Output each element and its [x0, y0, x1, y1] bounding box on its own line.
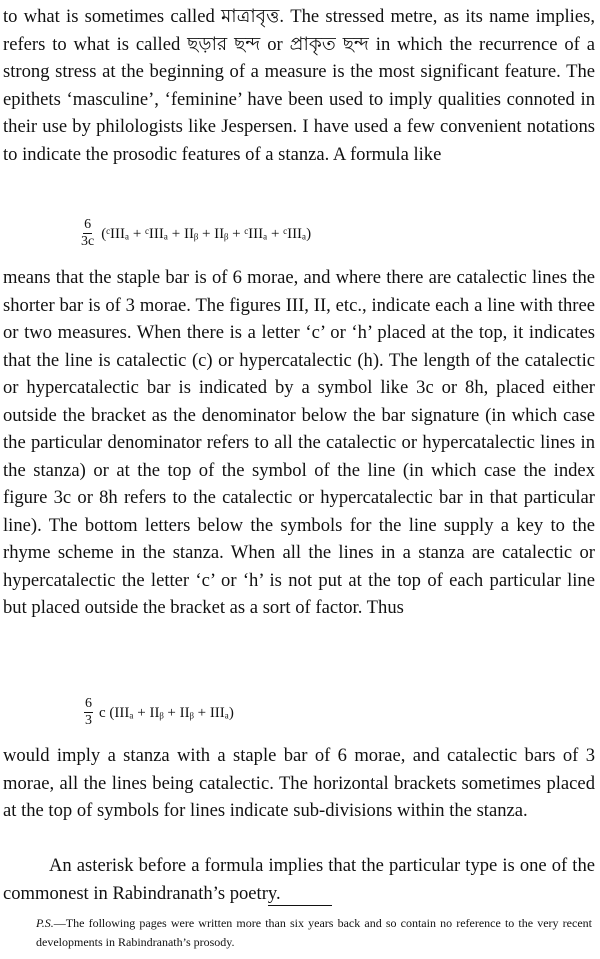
footnote-divider — [268, 905, 332, 906]
formula-fraction — [80, 217, 95, 250]
formula-fraction — [84, 696, 93, 729]
paragraph-notation-explanation: means that the staple bar is of 6 morae, and where there are catalectic lines the shorter bar is of 3 morae. The figures III, II, etc., indicate each a line with three or two measures. When there is a letter ‘c’ or ‘h’ placed at the top, it indicates that the line is catalectic (c) or hypercatalectic (h). The length of the catalectic or hypercatalectic bar is indicated by a symbol like 3c or 8h, placed either outside the bracket as the denominator below the bar signature (in which case the particular denominator refers to all the catalectic or hypercatalectic lines in the stanza) or at the top of the symbol of the line (in which case the index figure 3c or 8h refers to the catalectic or hypercatalectic bar in that particular line). The bottom letters below the symbols for the line supply a key to the rhyme scheme in the stanza. When all the lines in a stanza are catalectic or hypercatalectic the letter ‘c’ or ‘h’ is not put at the top of each particular line but placed outside the bracket as a sort of factor. Thus — [3, 267, 595, 618]
formula-expression: (ᶜIIIₐ + ᶜIIIₐ + IIᵦ + IIᵦ + ᶜIIIₐ + ᶜIIIₐ) — [101, 225, 312, 242]
postscript-label: P.S. — [36, 916, 54, 930]
formula-all-catalectic-example — [84, 696, 234, 729]
formula-expression: c (IIIₐ + IIᵦ + IIᵦ + IIIₐ) — [99, 704, 234, 721]
postscript-text: —The following pages were written more than six years back and so contain no reference to the very recent developments in Rabindranath’s prosody. — [36, 916, 592, 949]
formula-catalectic-example — [80, 217, 311, 250]
formula-denominator: 3 — [85, 713, 92, 728]
formula-denominator: 3c — [81, 234, 95, 249]
paragraph-intro: to what is sometimes called মাত্রাবৃত্ত. The stressed metre, as its name implies, refers to what is called ছড়ার ছন্দ or প্রাকৃত ছন্দ in which the recurrence of a strong stress at the beginning of a measure is the most significant feature. The epithets ‘masculine’, ‘feminine’ have been used to imply qualities connoted in their use by philologists like Jespersen. I have used a few convenient notations to indicate the prosodic features of a stanza. A formula like — [3, 6, 595, 165]
formula-numerator: 6 — [85, 696, 92, 711]
paragraph-asterisk-note: An asterisk before a formula implies that the particular type is one of the commonest in Rabindranath’s poetry. — [3, 855, 595, 904]
postscript-note — [36, 914, 592, 952]
formula-numerator: 6 — [84, 217, 92, 232]
paragraph-implication: would imply a stanza with a staple bar of 6 morae, and catalectic bars of 3 morae, all the lines being catalectic. The horizontal brackets sometimes placed at the top of symbols for lines indicate sub-divisions within the stanza. — [3, 745, 595, 821]
